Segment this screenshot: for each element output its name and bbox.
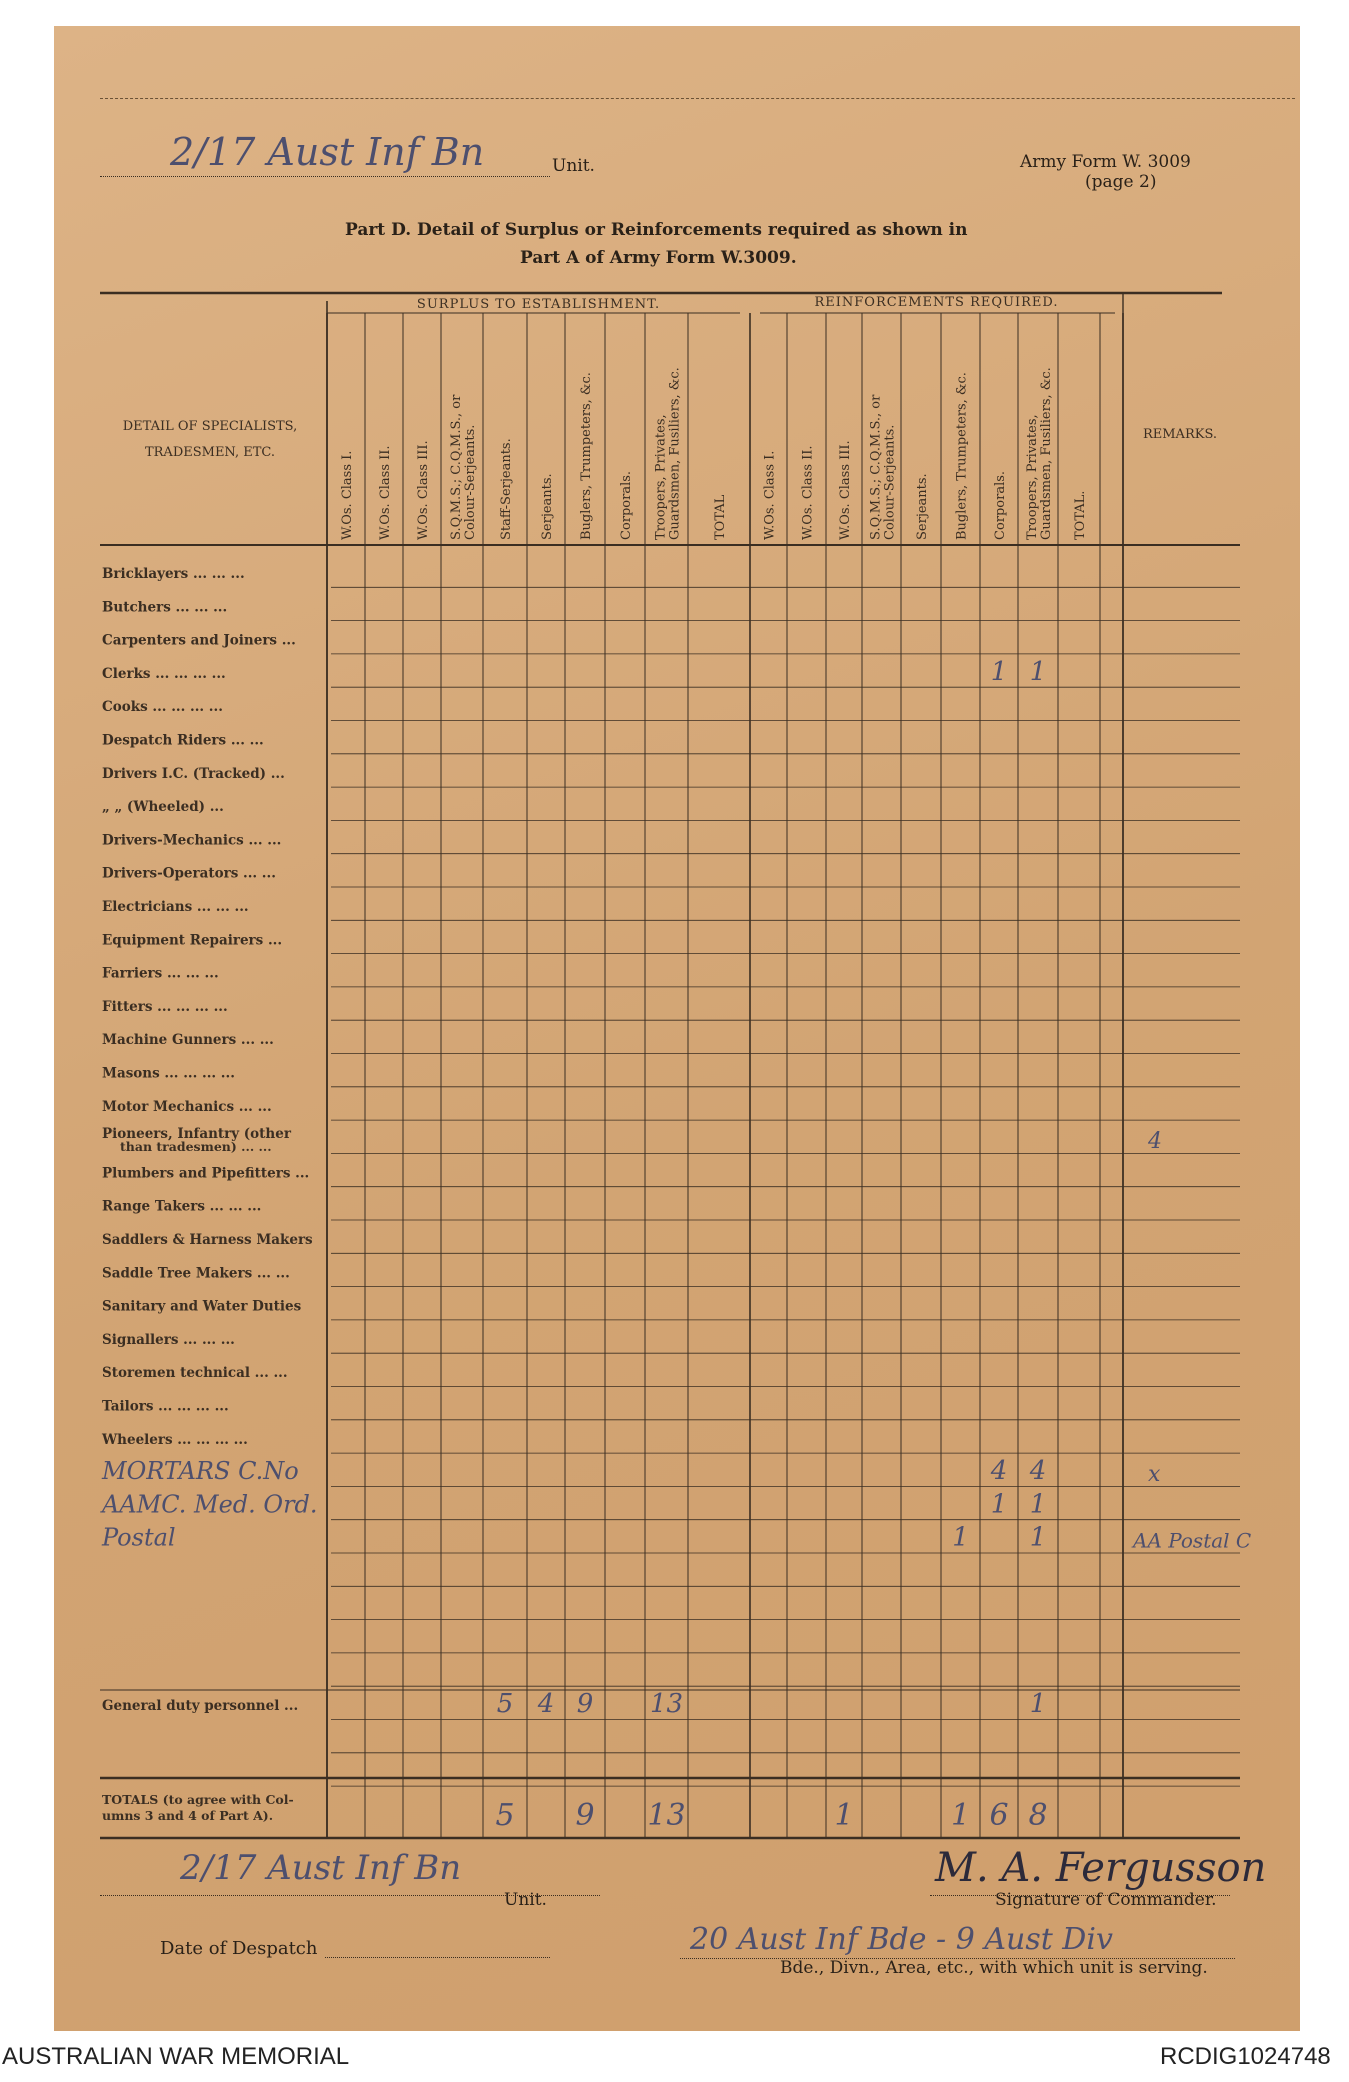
handwritten-entry: 1 bbox=[990, 656, 1008, 687]
row-label: Motor Mechanics ... ... bbox=[102, 1098, 272, 1115]
handwritten-entry: 1 bbox=[952, 1522, 969, 1553]
row-label: Plumbers and Pipefitters ... bbox=[102, 1165, 310, 1182]
reinf-col-header-9: TOTAL. bbox=[1073, 490, 1088, 540]
remark-entry: 4 bbox=[1148, 1129, 1162, 1155]
surplus-col-header-1: W.Os. Class I. bbox=[340, 450, 355, 540]
surplus-col-header-3: W.Os. Class III. bbox=[416, 440, 431, 540]
reinf-col-header-4-line1: S.Q.M.S.; C.Q.M.S., or bbox=[868, 394, 884, 540]
row-label: Saddle Tree Makers ... ... bbox=[102, 1265, 290, 1282]
reinf-col-header-7: Corporals. bbox=[993, 470, 1008, 540]
reinf-col-header-5: Serjeants. bbox=[915, 473, 930, 540]
totals-entry: 13 bbox=[647, 1798, 686, 1833]
surplus-col-header-9-line2: Guardsmen, Fusiliers, &c. bbox=[667, 367, 683, 540]
remark-entry: x bbox=[1148, 1462, 1161, 1488]
formation-label: Bde., Divn., Area, etc., with which unit is serving. bbox=[780, 1958, 1208, 1978]
totals-entry: 9 bbox=[575, 1798, 595, 1833]
surplus-col-header-10: TOTAL bbox=[713, 494, 728, 540]
surplus-col-header-4-line1: S.Q.M.S.; C.Q.M.S., or bbox=[449, 394, 464, 540]
reinf-col-header-4-line2: Colour-Serjeants. bbox=[882, 424, 898, 540]
caption-left: AUSTRALIAN WAR MEMORIAL bbox=[2, 2043, 350, 2070]
row-label-handwritten: AAMC. Med. Ord. bbox=[102, 1490, 318, 1519]
handwritten-entry: 4 bbox=[537, 1689, 555, 1720]
reinf-col-header-2: W.Os. Class II. bbox=[800, 445, 816, 540]
row-label: Drivers I.C. (Tracked) ... bbox=[102, 765, 285, 782]
handwritten-entry: 1 bbox=[1029, 1522, 1047, 1553]
reinf-col-header-1: W.Os. Class I. bbox=[762, 450, 778, 540]
row-label: Tailors ... ... ... ... bbox=[102, 1398, 229, 1415]
row-label: Cooks ... ... ... ... bbox=[102, 699, 223, 716]
reinf-col-header-3: W.Os. Class III. bbox=[838, 440, 853, 540]
row-label: Bricklayers ... ... ... bbox=[102, 566, 245, 582]
row-label: Machine Gunners ... ... bbox=[102, 1032, 274, 1049]
detail-header-line2: TRADESMEN, ETC. bbox=[144, 445, 276, 460]
row-label-handwritten: Postal bbox=[102, 1523, 176, 1552]
row-label: Storemen technical ... ... bbox=[102, 1365, 288, 1382]
remarks-header: REMARKS. bbox=[1142, 427, 1218, 442]
surplus-col-header-4-line2: Colour-Serjeants. bbox=[463, 424, 478, 540]
handwritten-entry: 1 bbox=[1029, 1689, 1047, 1720]
row-label: Butchers ... ... ... bbox=[102, 599, 228, 616]
row-label: Electricians ... ... ... bbox=[102, 899, 249, 915]
footer-unit-label: Unit. bbox=[504, 1890, 547, 1910]
surplus-col-header-6: Serjeants. bbox=[540, 473, 555, 540]
row-label: Range Takers ... ... ... bbox=[102, 1198, 262, 1215]
reinf-col-header-8-line1: Troopers, Privates, bbox=[1025, 414, 1040, 540]
row-label: Drivers-Mechanics ... ... bbox=[102, 832, 282, 849]
row-label: Farriers ... ... ... bbox=[102, 965, 219, 982]
reinf-group-title: REINFORCEMENTS REQUIRED. bbox=[814, 295, 1059, 310]
totals-entry: 8 bbox=[1028, 1798, 1048, 1833]
handwritten-entry: 9 bbox=[576, 1689, 594, 1720]
remark-entry: AA Postal C bbox=[1133, 1528, 1252, 1553]
row-label: Drivers-Operators ... ... bbox=[102, 865, 276, 882]
caption-right: RCDIG1024748 bbox=[1160, 2043, 1331, 2070]
row-label: General duty personnel ... bbox=[102, 1698, 299, 1715]
handwritten-entry: 1 bbox=[990, 1489, 1008, 1520]
reinf-col-header-8-line2: Guardsmen, Fusiliers, &c. bbox=[1039, 367, 1054, 540]
surplus-col-header-9-line1: Troopers, Privates, bbox=[653, 414, 669, 540]
totals-entry: 1 bbox=[834, 1798, 854, 1833]
handwritten-entry: 4 bbox=[990, 1456, 1008, 1487]
handwritten-entry: 13 bbox=[649, 1689, 684, 1720]
signature-label: Signature of Commander. bbox=[995, 1890, 1217, 1910]
surplus-col-header-7: Buglers, Trumpeters, &c. bbox=[579, 372, 594, 540]
row-label: Despatch Riders ... ... bbox=[102, 732, 264, 749]
row-label-handwritten: MORTARS C.No bbox=[102, 1457, 299, 1486]
surplus-col-header-2: W.Os. Class II. bbox=[378, 445, 393, 540]
row-label: Wheelers ... ... ... ... bbox=[102, 1431, 248, 1448]
row-label: Clerks ... ... ... ... bbox=[102, 665, 226, 682]
surplus-group-title: SURPLUS TO ESTABLISHMENT. bbox=[416, 297, 661, 312]
reinf-col-header-6: Buglers, Trumpeters, &c. bbox=[954, 372, 970, 540]
unit-label: Unit. bbox=[552, 156, 595, 176]
totals-entry: 6 bbox=[989, 1798, 1009, 1833]
totals-label-line2: umns 3 and 4 of Part A). bbox=[102, 1808, 274, 1823]
totals-label-line1: TOTALS (to agree with Col- bbox=[102, 1792, 294, 1807]
row-label: Carpenters and Joiners ... bbox=[102, 632, 296, 649]
row-label: Equipment Repairers ... bbox=[102, 932, 283, 949]
row-label: Fitters ... ... ... ... bbox=[102, 998, 228, 1015]
totals-entry: 5 bbox=[495, 1798, 515, 1833]
row-label-cont: than tradesmen) ... ... bbox=[120, 1139, 272, 1155]
row-label: Signallers ... ... ... bbox=[102, 1331, 235, 1348]
form-id: Army Form W. 3009 bbox=[1020, 152, 1191, 172]
totals-entry: 1 bbox=[950, 1798, 971, 1833]
surplus-col-header-8: Corporals. bbox=[619, 470, 634, 540]
handwritten-entry: 1 bbox=[1029, 656, 1047, 687]
unit-handwritten: 2/17 Aust Inf Bn bbox=[170, 130, 485, 174]
row-label: Saddlers & Harness Makers bbox=[102, 1232, 313, 1248]
row-label: Pioneers, Infantry (other bbox=[102, 1126, 291, 1143]
detail-header-line1: DETAIL OF SPECIALISTS, bbox=[122, 419, 298, 434]
form-page: (page 2) bbox=[1085, 172, 1157, 192]
row-label: „ „ (Wheeled) ... bbox=[102, 799, 224, 816]
form-title-line1: Part D. Detail of Surplus or Reinforcements required as shown in bbox=[345, 220, 968, 240]
handwritten-entry: 4 bbox=[1029, 1456, 1047, 1487]
commander-signature: M. A. Fergusson bbox=[935, 1845, 1267, 1891]
footer-unit-handwritten: 2/17 Aust Inf Bn bbox=[180, 1848, 462, 1888]
date-line bbox=[325, 1957, 550, 1958]
handwritten-entry: 1 bbox=[1029, 1489, 1047, 1520]
formation-handwritten: 20 Aust Inf Bde - 9 Aust Div bbox=[690, 1922, 1113, 1957]
handwritten-entry: 5 bbox=[496, 1689, 514, 1720]
row-label: Sanitary and Water Duties bbox=[102, 1298, 302, 1315]
surplus-col-header-5: Staff-Serjeants. bbox=[499, 438, 514, 540]
caption-bar bbox=[0, 2031, 1349, 2082]
row-label: Masons ... ... ... ... bbox=[102, 1065, 235, 1082]
form-title-line2: Part A of Army Form W.3009. bbox=[520, 248, 797, 268]
date-label: Date of Despatch bbox=[160, 1938, 318, 1959]
